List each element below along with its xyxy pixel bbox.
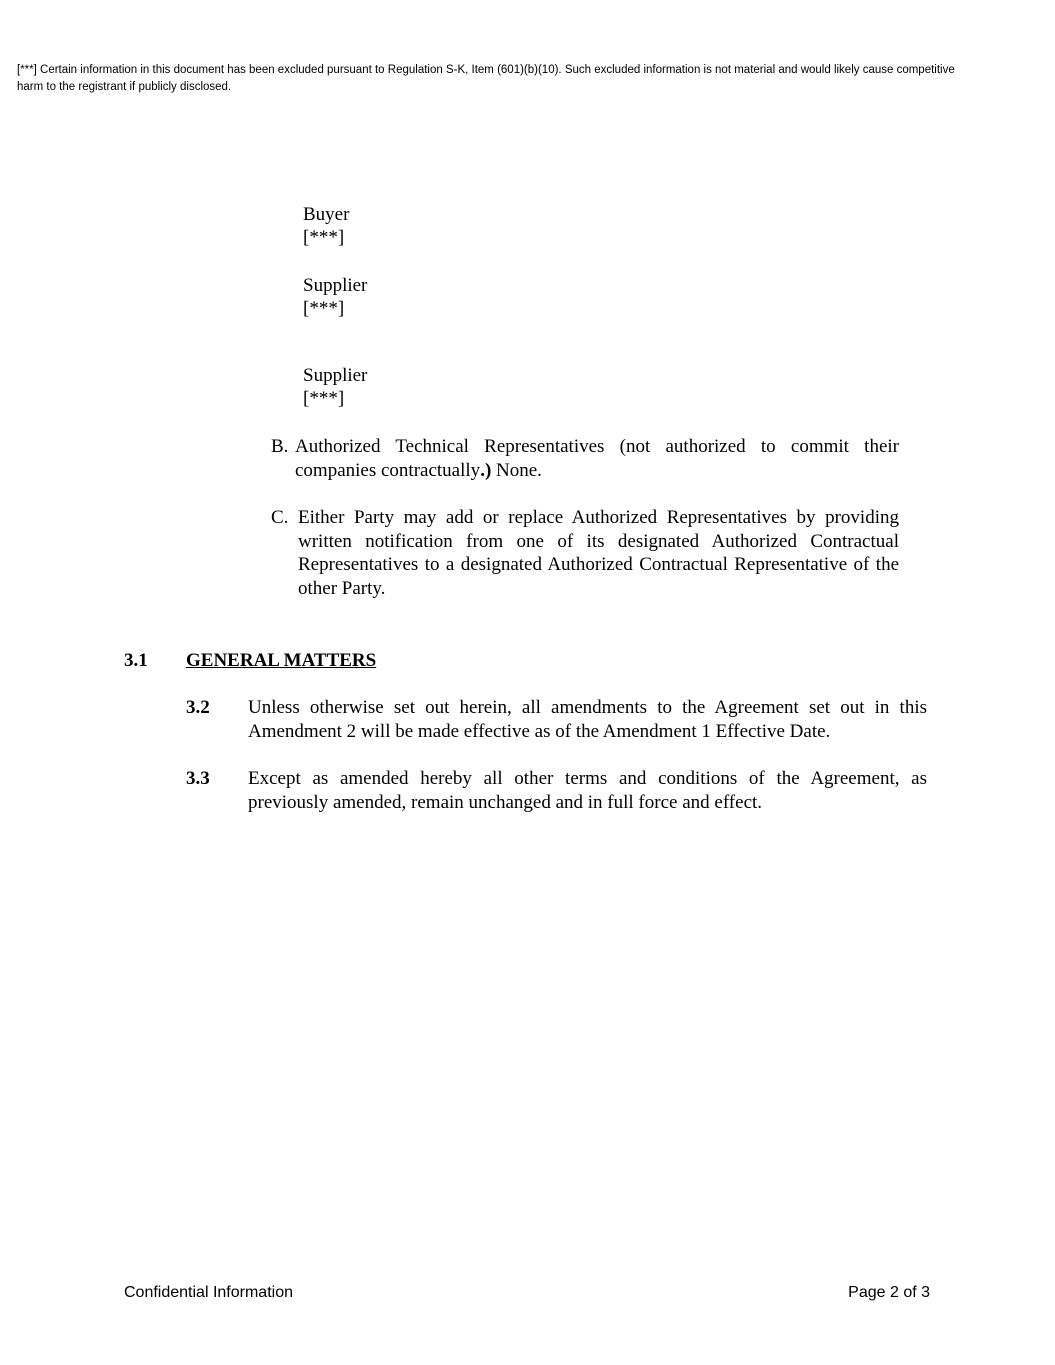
clause-3-3 (186, 767, 927, 814)
item-text-prefix: Authorized Technical Representatives (not authorized to commit their companies contractually (295, 436, 899, 481)
party-block-buyer (303, 203, 349, 249)
item-b (271, 435, 899, 482)
clause-number: 3.2 (186, 697, 210, 718)
clause-text: Except as amended hereby all other terms and conditions of the Agreement, as previously amended, remain unchanged and in full force and effect. (248, 768, 927, 813)
party-block-supplier-1 (303, 274, 367, 320)
clause-3-2 (186, 696, 927, 743)
item-marker: B. (271, 436, 289, 457)
clause-number: 3.3 (186, 768, 210, 789)
party-role: Buyer (303, 204, 350, 225)
item-text: Either Party may add or replace Authorized Representatives by providing written notification from one of its designated Authorized Contractual Representatives to a designated Authorized Contractual Representative of the other Party. (298, 507, 899, 599)
party-value: [***] (303, 388, 345, 409)
party-role: Supplier (303, 365, 368, 386)
section-title: GENERAL MATTERS (186, 650, 377, 671)
clause-text: Unless otherwise set out herein, all amendments to the Agreement set out in this Amendment 2 will be made effective as of the Amendment 1 Effective Date. (248, 697, 927, 742)
item-text-suffix: None. (491, 459, 542, 481)
party-value: [***] (303, 298, 345, 319)
party-value: [***] (303, 227, 345, 248)
redaction-notice: [***] Certain information in this document has been excluded pursuant to Regulation S-K, Item (601)(b)(10). Such excluded information is not material and would likely cause competitive harm to the registrant if publicly disclosed. (17, 64, 955, 93)
item-marker: C. (271, 507, 289, 528)
party-block-supplier-2 (303, 364, 367, 410)
item-text (295, 435, 899, 482)
item-c (271, 506, 899, 600)
section-number: 3.1 (124, 650, 148, 671)
footer-confidential-label: Confidential Information (124, 1284, 293, 1301)
item-text-bold: .) (480, 459, 492, 481)
party-role: Supplier (303, 275, 368, 296)
page-number: Page 2 of 3 (848, 1284, 930, 1301)
